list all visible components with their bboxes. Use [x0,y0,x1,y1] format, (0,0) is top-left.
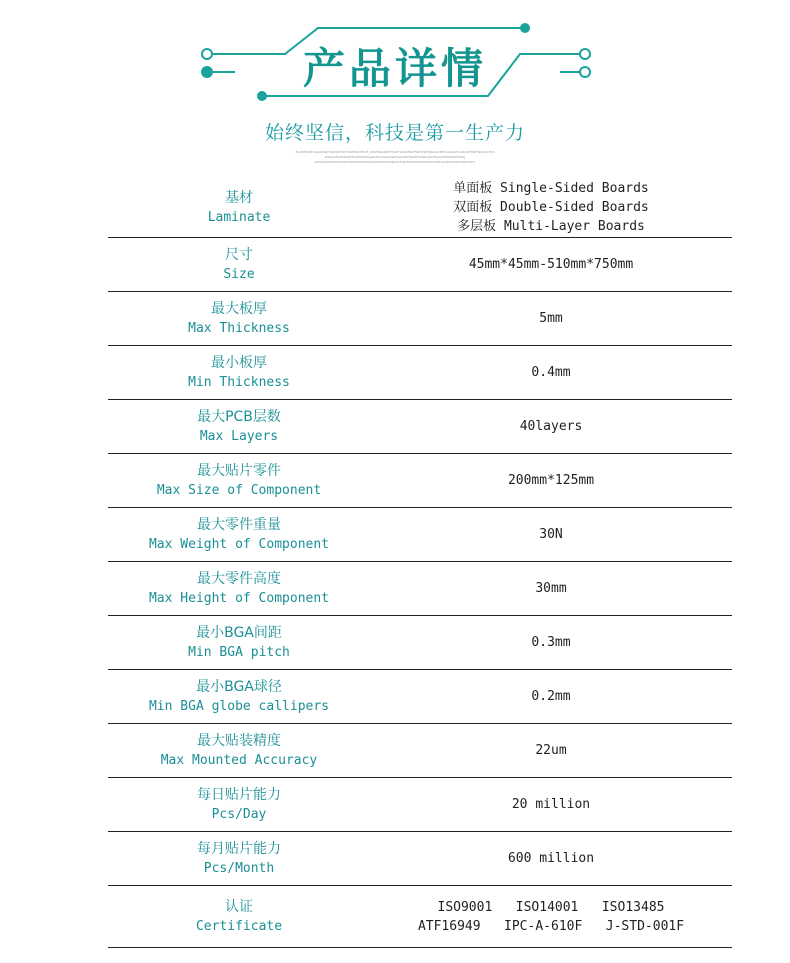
spec-label [108,238,370,291]
spec-value-line: 40layers [519,419,583,434]
spec-label-en: Min BGA globe callipers [148,698,329,714]
spec-label-en: Certificate [195,918,283,934]
spec-value [370,238,732,291]
spec-value [370,778,732,831]
spec-value [370,832,732,885]
spec-value-line: 0.3mm [531,635,571,650]
spec-label-zh: 最小板厚 [211,354,267,371]
spec-label-en: Pcs/Day [211,806,267,822]
spec-row [108,346,732,400]
spec-label-en: Max Height of Component [148,590,329,606]
spec-value [370,292,732,345]
spec-label [108,616,370,669]
spec-value-line: 0.2mm [531,689,571,704]
spec-label [108,778,370,831]
spec-label-zh: 最小BGA球径 [196,678,282,695]
spec-row [108,616,732,670]
spec-label-zh: 最大板厚 [211,300,267,317]
fine-print-line: KFNGKSGHSDDFGSDFGSDFJKHFDSGDSDFGSDFGSDJKSDFHJGSDFKHFSFGSDFGKSDFGKSDFGDSFDSSFDSFG [314,160,476,164]
spec-value-line: 双面板 Double-Sided Boards [453,200,649,215]
spec-value-line: 0.4mm [531,365,571,380]
spec-row [108,400,732,454]
spec-label-zh: 最大零件重量 [197,516,281,533]
spec-value [370,724,732,777]
spec-value-line: 30mm [535,581,567,596]
spec-label [108,178,370,237]
spec-value [370,562,732,615]
spec-label-zh: 认证 [225,898,253,915]
header [0,0,790,180]
spec-value [370,616,732,669]
spec-label-en: Min BGA pitch [188,644,290,660]
spec-value-line: 22um [535,743,567,758]
spec-value [370,670,732,723]
spec-label-zh: 最大贴装精度 [197,732,281,749]
spec-row [108,778,732,832]
spec-label [108,562,370,615]
spec-label-zh: 最大PCB层数 [197,408,281,425]
spec-row [108,670,732,724]
spec-label-zh: 基材 [225,189,253,206]
spec-label [108,454,370,507]
spec-value-line: 45mm*45mm-510mm*750mm [468,257,634,272]
spec-row [108,454,732,508]
fine-print [240,150,550,166]
spec-value-line: 5mm [539,311,563,326]
spec-label [108,292,370,345]
spec-label-zh: 最大贴片零件 [197,462,281,479]
spec-value [370,508,732,561]
spec-row [108,832,732,886]
spec-value [370,886,732,947]
page-title: 产品详情 [302,44,487,93]
fine-print-line: DSGKGFJSDNGKJFSDGHSKDGKJLKASDGJLSKJSDHGJKSDFHJSDFKLBSDJLSFNGKDFNSDJSDFSDGJ [324,155,466,159]
spec-label-en: Max Thickness [188,320,290,336]
spec-label [108,670,370,723]
spec-label-en: Pcs/Month [203,860,275,876]
spec-row [108,238,732,292]
spec-value-line: 单面板 Single-Sided Boards [453,181,649,196]
spec-label [108,832,370,885]
fine-print-line: ELJKDFJSDFLSJGKLSDFGSDKDFSDFSDJFSDDFSDF_SDSFNASKDHFSLDFKLSDFSDFSNFDSJFJNKLJSDBFGSLDJLSFLLSKLDFJSDFSJLDSGFDS [295,150,495,154]
spec-label [108,346,370,399]
spec-value-line: ISO9001 ISO14001 ISO13485 [437,899,665,915]
spec-label-en: Max Mounted Accuracy [160,752,318,768]
spec-value-line: 20 million [511,797,591,812]
spec-row [108,886,732,948]
spec-value-line: 600 million [507,851,595,866]
spec-value [370,346,732,399]
spec-label [108,400,370,453]
spec-value-line: ATF16949 IPC-A-610F J-STD-001F [417,918,685,934]
spec-row [108,508,732,562]
spec-label-zh: 每月贴片能力 [197,840,281,857]
spec-value [370,454,732,507]
spec-value-line: 30N [539,527,563,542]
spec-label [108,724,370,777]
spec-label-zh: 最小BGA间距 [196,624,282,641]
spec-row [108,562,732,616]
spec-label-zh: 每日贴片能力 [197,786,281,803]
spec-label [108,508,370,561]
slogan: 始终坚信，科技是第一生产力 [264,122,525,144]
spec-label-en: Max Layers [199,428,279,444]
spec-label-en: Max Weight of Component [148,536,329,552]
spec-row [108,292,732,346]
spec-label-en: Laminate [207,209,271,225]
spec-label-en: Max Size of Component [156,482,322,498]
spec-value-line: 多层板 Multi-Layer Boards [457,219,645,234]
spec-value [370,400,732,453]
spec-table [108,178,732,948]
spec-row [108,178,732,238]
spec-label [108,886,370,947]
spec-value-line: 200mm*125mm [507,473,595,488]
spec-row [108,724,732,778]
spec-label-en: Size [223,266,255,282]
spec-label-zh: 最大零件高度 [197,570,281,587]
spec-label-en: Min Thickness [188,374,290,390]
spec-value [370,178,732,237]
spec-label-zh: 尺寸 [225,246,253,263]
